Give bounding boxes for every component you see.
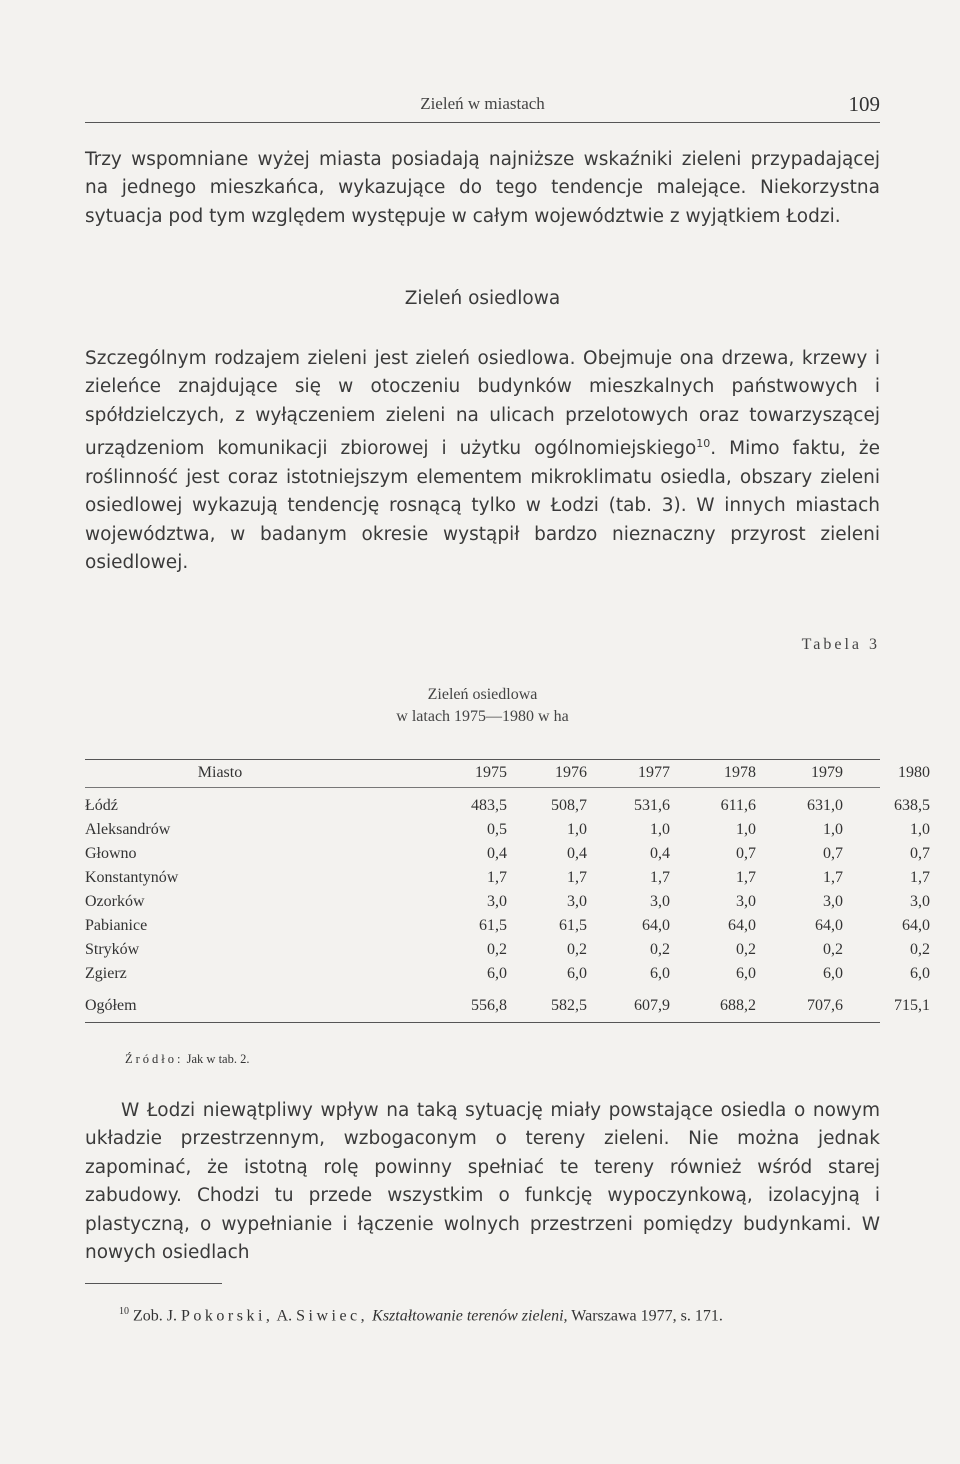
row-value: 1,0: [650, 821, 670, 838]
row-value: 1,7: [650, 869, 670, 886]
paragraph-2-part-1: Szczególnym rodzajem zieleni jest zieleń osiedlowa. Obejmuje ona drzewa, krzewy i zieleńce znajdujące się w otoczeniu budynków mieszkalnych państwowych i spółdzielczych, z wyłączeniem zieleni na ulicach przelotowych oraz towarzyszącej urządzeniom komunikacji zbiorowej i użytku ogólnomiejskiego: [85, 348, 880, 460]
row-city: Łódź: [85, 797, 118, 814]
row-value: 64,0: [902, 917, 930, 934]
table-bottom-rule: [85, 1022, 880, 1023]
row-value: 611,6: [720, 797, 756, 814]
row-value: 0,4: [487, 845, 507, 862]
row-value: 3,0: [910, 893, 930, 910]
row-value: 3,0: [487, 893, 507, 910]
row-value: 0,2: [910, 941, 930, 958]
row-value: 0,2: [567, 941, 587, 958]
row-value: 1,7: [910, 869, 930, 886]
total-label: Ogółem: [85, 997, 137, 1014]
row-value: 1,7: [736, 869, 756, 886]
row-value: 6,0: [736, 965, 756, 982]
total-value: 688,2: [720, 997, 756, 1014]
table-top-rule: [85, 759, 880, 760]
row-city: Ozorków: [85, 893, 145, 910]
table-row: [85, 845, 930, 867]
row-value: 0,2: [650, 941, 670, 958]
table-label: Tabela 3: [801, 636, 880, 653]
row-value: 6,0: [823, 965, 843, 982]
row-value: 483,5: [471, 797, 507, 814]
row-value: 1,0: [736, 821, 756, 838]
row-value: 0,2: [487, 941, 507, 958]
row-value: 0,7: [736, 845, 756, 862]
paragraph-2-part-2: . Mimo faktu, że roślinność jest coraz istotniejszym elementem mikroklimatu osiedla, obszary zieleni osiedlowej wykazują tendencję rosnącą tylko w Łodzi (tab. 3). W innych miastach województwa, w badanym okresie wystąpił bardzo nieznaczny przyrost zieleni osiedlowej.: [85, 438, 880, 573]
header-rule: [85, 122, 880, 123]
row-value: 6,0: [567, 965, 587, 982]
column-header-city: Miasto: [197, 764, 243, 781]
row-city: Zgierz: [85, 965, 127, 982]
column-header-1978: 1978: [724, 764, 756, 781]
row-value: 638,5: [894, 797, 930, 814]
row-value: 64,0: [728, 917, 756, 934]
row-value: 0,4: [567, 845, 587, 862]
paragraph-1: Trzy wspomniane wyżej miasta posiadają najniższe wskaźniki zieleni przypadającej na jednego mieszkańca, wykazujące do tego tendencje malejące. Niekorzystna sytuacja pod tym względem występuje w całym województwie z wyjątkiem Łodzi.: [85, 149, 880, 227]
row-value: 531,6: [634, 797, 670, 814]
table-row: [85, 917, 930, 939]
row-city: Aleksandrów: [85, 821, 171, 838]
row-value: 6,0: [487, 965, 507, 982]
footnote-number: 10: [119, 1306, 129, 1317]
footnote-title: Kształtowanie terenów zieleni,: [372, 1307, 568, 1325]
row-value: 6,0: [910, 965, 930, 982]
row-value: 0,2: [823, 941, 843, 958]
page-number: 109: [848, 92, 880, 116]
table-row: [85, 821, 930, 843]
footnote-reference: 10: [696, 437, 711, 451]
table-header-rule: [85, 787, 880, 788]
row-city: Głowno: [85, 845, 137, 862]
total-value: 715,1: [894, 997, 930, 1014]
row-value: 61,5: [559, 917, 587, 934]
row-value: 64,0: [815, 917, 843, 934]
row-value: 61,5: [479, 917, 507, 934]
total-value: 707,6: [807, 997, 843, 1014]
row-value: 1,0: [823, 821, 843, 838]
table-row: [85, 797, 930, 819]
table-title-line-1: Zieleń osiedlowa: [427, 686, 538, 703]
row-value: 64,0: [642, 917, 670, 934]
paragraph-3: W Łodzi niewątpliwy wpływ na taką sytuację miały powstające osiedla o nowym układzie przestrzennym, wzbogaconym o tereny zieleni. Nie można jednak zapominać, że istotną rolę powinny spełniać te tereny również wśród starej zabudowy. Chodzi tu przede wszystkim o funkcję wypoczynkową, izolacyjną i plastyczną, o wypełnianie i łączenie wolnych przestrzeni pomiędzy budynkami. W nowych osiedlach: [85, 1100, 880, 1264]
footnote-prefix: Zob. J.: [133, 1307, 177, 1325]
column-header-1975: 1975: [475, 764, 507, 781]
column-header-1979: 1979: [811, 764, 843, 781]
source-label: Źródło:: [125, 1052, 184, 1066]
row-value: 6,0: [650, 965, 670, 982]
page-header: [85, 92, 880, 122]
footnote-rule: [85, 1283, 222, 1284]
table-row: [85, 965, 930, 987]
row-value: 508,7: [551, 797, 587, 814]
table-total-row: [85, 997, 930, 1019]
row-city: Stryków: [85, 941, 140, 958]
column-header-1976: 1976: [555, 764, 587, 781]
row-value: 3,0: [567, 893, 587, 910]
table-title-line-2: w latach 1975—1980 w ha: [396, 708, 569, 725]
section-heading: Zieleń osiedlowa: [404, 288, 561, 309]
row-value: 631,0: [807, 797, 843, 814]
column-header-1977: 1977: [638, 764, 670, 781]
table-row: [85, 941, 930, 963]
footnote-tail: Warszawa 1977, s. 171.: [571, 1307, 723, 1325]
row-value: 0,4: [650, 845, 670, 862]
paragraph-2: [85, 345, 880, 577]
row-value: 1,0: [567, 821, 587, 838]
row-value: 3,0: [650, 893, 670, 910]
running-title: Zieleń w miastach: [420, 94, 545, 113]
row-value: 3,0: [823, 893, 843, 910]
footnote: [85, 1296, 880, 1332]
row-value: 1,7: [487, 869, 507, 886]
table-title: [85, 684, 880, 728]
table-row: [85, 893, 930, 915]
table-header-row: [85, 764, 930, 786]
total-value: 556,8: [471, 997, 507, 1014]
footnote-author-2-initial: A.: [276, 1307, 293, 1325]
row-value: 1,7: [823, 869, 843, 886]
row-value: 0,5: [487, 821, 507, 838]
footnote-author-2: Siwiec,: [296, 1307, 369, 1325]
total-value: 582,5: [551, 997, 587, 1014]
row-value: 1,0: [910, 821, 930, 838]
row-city: Konstantynów: [85, 869, 179, 886]
table-source: [125, 1052, 249, 1067]
row-value: 0,7: [823, 845, 843, 862]
column-header-1980: 1980: [898, 764, 930, 781]
total-value: 607,9: [634, 997, 670, 1014]
footnote-author-1: Pokorski,: [181, 1307, 274, 1325]
source-text: Jak w tab. 2.: [186, 1052, 250, 1066]
row-value: 3,0: [736, 893, 756, 910]
row-city: Pabianice: [85, 917, 148, 934]
row-value: 1,7: [567, 869, 587, 886]
row-value: 0,7: [910, 845, 930, 862]
table-row: [85, 869, 930, 891]
row-value: 0,2: [736, 941, 756, 958]
